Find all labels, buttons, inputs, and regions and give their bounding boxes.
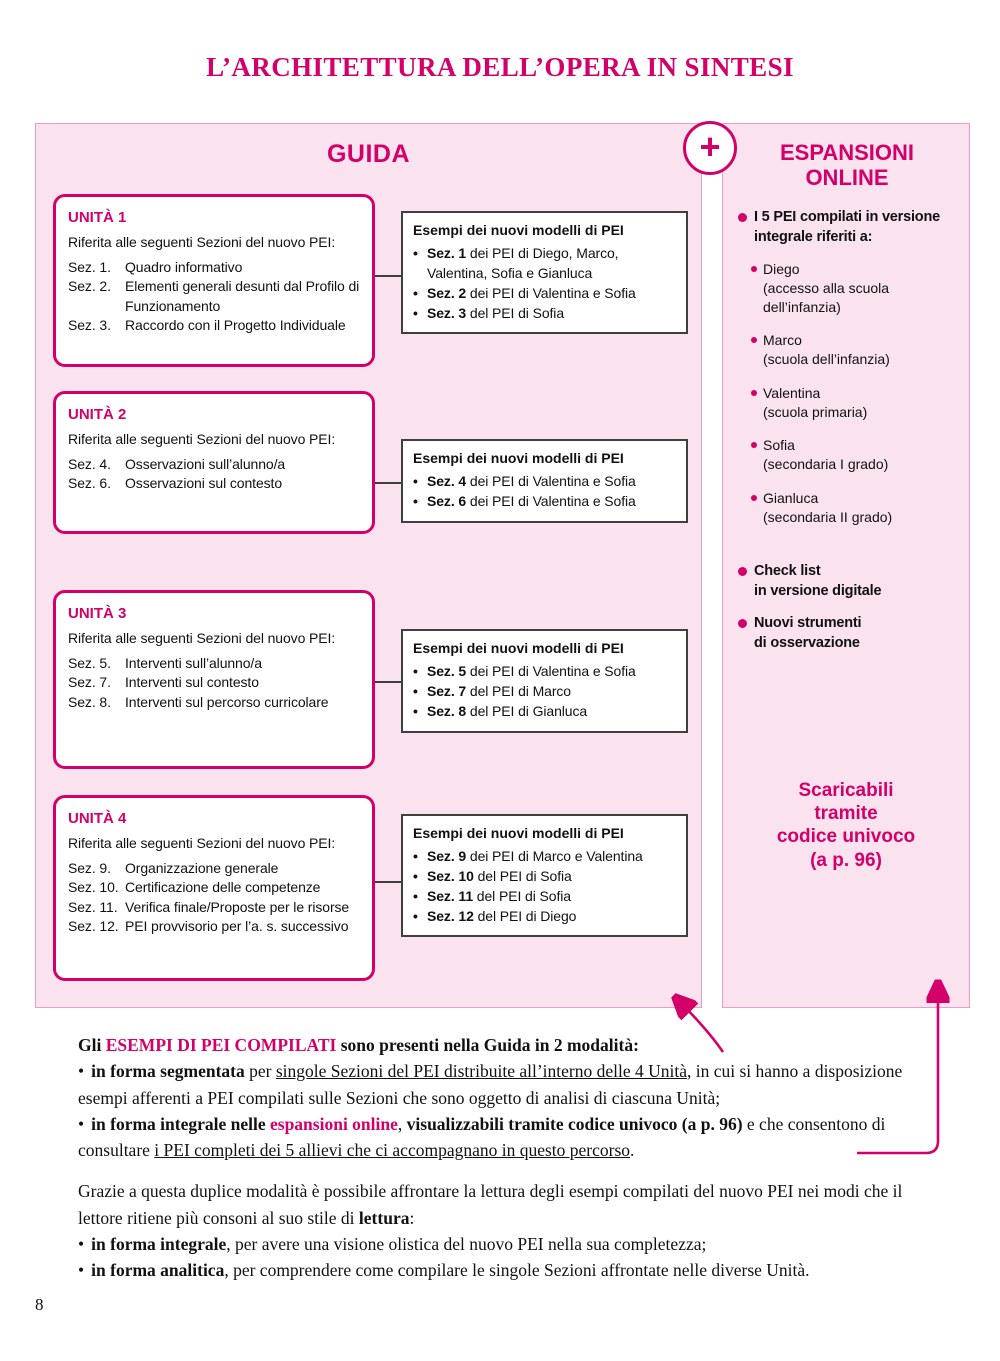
student-name: Sofia (763, 437, 795, 454)
sub-bullet-dot-icon (751, 442, 757, 448)
student-school: (accesso alla scuola dell’infanzia) (763, 279, 890, 315)
bullet-icon: • (413, 702, 418, 719)
student-name: Valentina (763, 384, 821, 401)
unita-intro: Riferita alle seguenti Sezioni del nuovo PEI: (68, 835, 336, 851)
sez-row: Sez. 8. Interventi sul percorso curricolare (68, 693, 329, 710)
footer-bullet-segmentata: • in forma segmentata per singole Sezioni del PEI distribuite all’interno delle 4 Unità, in cui si hanno a disposizione esempi afferenti a PEI compilati sulle Sezioni che sono oggetto di analisi di ciascuna Unità; (78, 1061, 903, 1108)
esempi-item: • Sez. 2 dei PEI di Valentina e Sofia (413, 284, 676, 304)
student-name: Marco (763, 332, 802, 349)
sez-row: Sez. 6. Osservazioni sul contesto (68, 475, 283, 492)
bullet-icon: • (413, 492, 418, 509)
esempi-item: • Sez. 7 del PEI di Marco (413, 682, 676, 702)
student-item (751, 331, 956, 369)
connector-line (375, 881, 401, 883)
bullet-icon: • (413, 662, 418, 679)
bullet-icon: • (78, 1260, 85, 1280)
footer-text (78, 1032, 924, 1298)
footer-paragraph-lettura: Grazie a questa duplice modalità è possibile affrontare la lettura degli esempi compilati del nuovo PEI nei modi che il lettore ritiene più consoni al suo stile di lettura: • in forma integrale, per avere una visione olistica del nuovo PEI nella sua completezza; • in forma analitica, per comprendere come compilare le singole Sezioni affrontate nelle diverse Unità. (78, 1178, 924, 1283)
guida-panel (35, 123, 702, 1008)
unita-2-title: UNITÀ 2 (68, 406, 127, 423)
footer-bullet-forma-integrale: • in forma integrale, per avere una visione olistica del nuovo PEI nella sua completezza; (78, 1233, 707, 1254)
esempi-item: • Sez. 12 del PEI di Diego (413, 907, 676, 927)
esempi-item: • Sez. 8 del PEI di Gianluca (413, 702, 676, 722)
connector-line (375, 482, 401, 484)
esempi-box-4 (401, 814, 688, 937)
sez-row: Sez. 5. Interventi sull’alunno/a (68, 654, 262, 671)
esempi-item: • Sez. 9 dei PEI di Marco e Valentina (413, 847, 676, 867)
esempi-box-2 (401, 439, 688, 523)
esempi-title: Esempi dei nuovi modelli di PEI (413, 825, 624, 841)
sub-bullet-dot-icon (751, 266, 757, 272)
unita-intro: Riferita alle seguenti Sezioni del nuovo PEI: (68, 234, 336, 250)
unita-intro: Riferita alle seguenti Sezioni del nuovo PEI: (68, 431, 336, 447)
bullet-icon: • (78, 1061, 85, 1082)
student-item (751, 384, 956, 422)
student-school: (secondaria I grado) (763, 456, 889, 473)
sub-bullet-dot-icon (751, 337, 757, 343)
connector-line (375, 275, 401, 277)
sez-row: Sez. 10. Certificazione delle competenze (68, 879, 321, 896)
footer-bullet-forma-analitica: • in forma analitica, per comprendere come compilare le singole Sezioni affrontate nelle diverse Unità. (78, 1260, 810, 1280)
unita-4-title: UNITÀ 4 (68, 810, 127, 827)
unita-intro: Riferita alle seguenti Sezioni del nuovo PEI: (68, 630, 336, 646)
sez-row: Sez. 4. Osservazioni sull’alunno/a (68, 455, 286, 472)
sub-bullet-dot-icon (751, 495, 757, 501)
unita-3-title: UNITÀ 3 (68, 605, 127, 622)
bullet-icon: • (413, 244, 418, 261)
download-note: Scaricabili tramite codice univoco (a p. 96) (776, 780, 916, 871)
student-name: Gianluca (763, 489, 819, 506)
bullet-icon: • (413, 887, 418, 904)
unita-4-box (53, 795, 375, 981)
bullet-icon: • (413, 284, 418, 301)
sez-row: Sez. 9. Organizzazione generale (68, 859, 279, 876)
unita-2-box (53, 391, 375, 534)
student-school: (scuola primaria) (763, 403, 868, 420)
bullet-icon: • (413, 472, 418, 489)
page-title: L’ARCHITETTURA DELL’OPERA IN SINTESI (206, 52, 794, 82)
page-number: 8 (35, 1295, 44, 1314)
esempi-item: • Sez. 11 del PEI di Sofia (413, 887, 676, 907)
bullet-icon: • (78, 1113, 85, 1134)
bullet-icon: • (413, 682, 418, 699)
espansioni-bullet-strumenti: Nuovi strumenti di osservazione (738, 614, 956, 653)
unita-3-box (53, 590, 375, 769)
esempi-title: Esempi dei nuovi modelli di PEI (413, 222, 624, 238)
student-school: (secondaria II grado) (763, 508, 893, 525)
esempi-item: • Sez. 3 del PEI di Sofia (413, 304, 676, 324)
esempi-item: • Sez. 10 del PEI di Sofia (413, 867, 676, 887)
bullet-dot-icon (738, 567, 747, 576)
bullet-icon: • (413, 304, 418, 321)
bullet-dot-icon (738, 619, 747, 628)
espansioni-bullet-checklist: Check list in versione digitale (738, 562, 956, 601)
student-item (751, 489, 956, 527)
student-item (751, 436, 956, 474)
espansioni-heading: ESPANSIONI ONLINE (779, 140, 915, 190)
sez-row: Sez. 1. Quadro informativo (68, 258, 243, 275)
esempi-item: • Sez. 4 dei PEI di Valentina e Sofia (413, 472, 676, 492)
plus-icon: + (683, 121, 737, 175)
sez-row: Sez. 12. PEI provvisorio per l’a. s. successivo (68, 918, 349, 935)
student-school: (scuola dell’infanzia) (763, 351, 890, 368)
sub-bullet-dot-icon (751, 390, 757, 396)
espansioni-panel (722, 123, 970, 1008)
esempi-box-3 (401, 629, 688, 733)
esempi-title: Esempi dei nuovi modelli di PEI (413, 450, 624, 466)
student-list (751, 260, 956, 526)
esempi-item: • Sez. 6 dei PEI di Valentina e Sofia (413, 492, 676, 512)
bullet-icon: • (413, 907, 418, 924)
sez-row: Sez. 3. Raccordo con il Progetto Individuale (68, 317, 346, 334)
footer-bullet-integrale: • in forma integrale nelle espansioni online, visualizzabili tramite codice univoco (a p. 96) e che consentono di consultare i PEI completi dei 5 allievi che ci accompagnano in questo percorso. (78, 1113, 886, 1160)
sez-row: Sez. 2. Elementi generali desunti dal Profilo di Funzionamento (68, 278, 360, 314)
student-item (751, 260, 956, 316)
student-name: Diego (763, 261, 800, 278)
bullet-dot-icon (738, 213, 747, 222)
bullet-icon: • (413, 847, 418, 864)
esempi-item: • Sez. 5 dei PEI di Valentina e Sofia (413, 662, 676, 682)
bullet-icon: • (413, 867, 418, 884)
esempi-box-1 (401, 211, 688, 334)
sez-row: Sez. 11. Verifica finale/Proposte per le risorse (68, 898, 350, 915)
espansioni-bullet-pei: I 5 PEI compilati in versione integrale riferiti a: (738, 208, 956, 247)
unita-1-box (53, 194, 375, 367)
esempi-title: Esempi dei nuovi modelli di PEI (413, 640, 624, 656)
sez-row: Sez. 7. Interventi sul contesto (68, 674, 259, 691)
esempi-item: • Sez. 1 dei PEI di Diego, Marco, Valentina, Sofia e Gianluca (413, 244, 676, 284)
bullet-icon: • (78, 1233, 85, 1254)
connector-line (375, 681, 401, 683)
guida-heading: GUIDA (326, 140, 411, 168)
unita-1-title: UNITÀ 1 (68, 209, 127, 226)
footer-paragraph-modalita: Gli ESEMPI DI PEI COMPILATI sono presenti nella Guida in 2 modalità: • in forma segmentata per singole Sezioni del PEI distribuite all’interno delle 4 Unità, in cui si hanno a disposizione esempi afferenti a PEI compilati sulle Sezioni che sono oggetto di analisi di ciascuna Unità; • in forma integrale nelle espansioni online, visualizzabili tramite codice univoco (a p. 96) e che consentono di consultare i PEI completi dei 5 allievi che ci accompagnano in questo percorso. (78, 1032, 924, 1163)
